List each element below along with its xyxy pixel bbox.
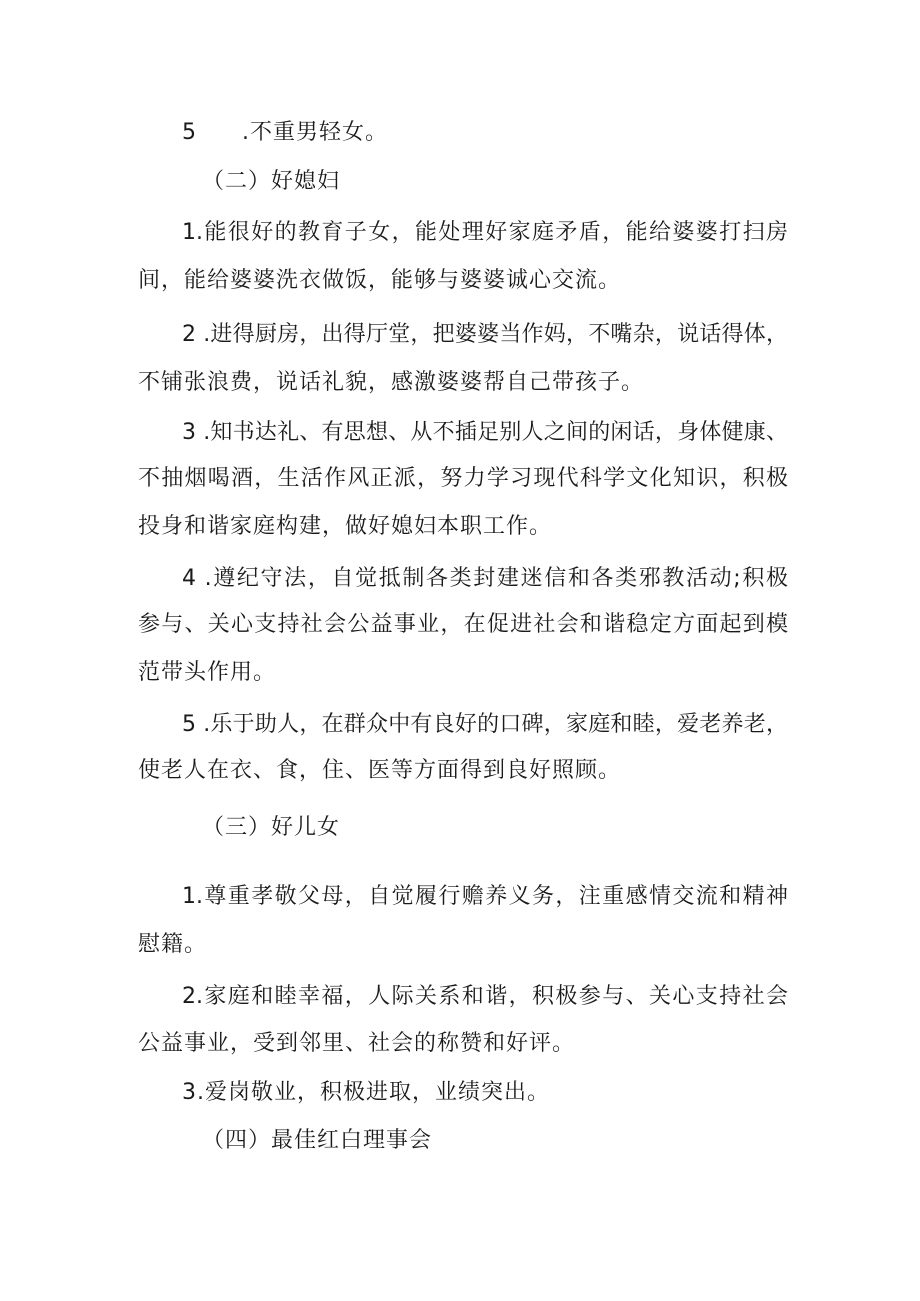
paragraph-line: 1.能很好的教育子女，能处理好家庭矛盾，能给婆婆打扫房 — [182, 220, 788, 245]
paragraph-line: 3.爱岗敬业，积极进取，业绩突出。 — [182, 1080, 550, 1105]
paragraph-line: 不抽烟喝酒，生活作风正派，努力学习现代科学文化知识，积极 — [138, 466, 788, 491]
list-item-5-buzhong — [182, 118, 388, 148]
list-number: 5 — [182, 120, 197, 145]
paragraph-line: 参与、关心支持社会公益事业，在促进社会和谐稳定方面起到模 — [138, 612, 788, 637]
paragraph-line: 慰籍。 — [138, 932, 208, 957]
paragraph-line: 公益事业，受到邻里、社会的称赞和好评。 — [138, 1031, 576, 1056]
paragraph-line: 投身和谐家庭构建，做好媳妇本职工作。 — [138, 514, 553, 539]
paragraph-line: 2 .进得厨房，出得厅堂，把婆婆当作妈，不嘴杂，说话得体， — [182, 322, 788, 347]
section-heading-good-daughter-in-law: （二）好媳妇 — [202, 169, 341, 194]
paragraph-line: 使老人在衣、食，住、医等方面得到良好照顾。 — [138, 758, 622, 783]
paragraph-line: 2.家庭和睦幸福，人际关系和谐，积极参与、关心支持社会 — [182, 984, 788, 1009]
paragraph-line: 1.尊重孝敬父母，自觉履行赡养义务，注重感情交流和精神 — [182, 884, 788, 909]
paragraph-line: 5 .乐于助人，在群众中有良好的口碑，家庭和睦，爱老养老， — [182, 712, 788, 737]
paragraph-line: 不铺张浪费，说话礼貌，感激婆婆帮自己带孩子。 — [138, 370, 645, 395]
paragraph-line: 3 .知书达礼、有思想、从不插足别人之间的闲话，身体健康、 — [182, 420, 788, 445]
section-heading-good-children: （三）好儿女 — [202, 815, 341, 840]
paragraph-line: 4 .遵纪守法，自觉抵制各类封建迷信和各类邪教活动;积极 — [182, 566, 788, 591]
paragraph-line: 范带头作用。 — [138, 660, 277, 685]
paragraph-line: 间，能给婆婆洗衣做饭，能够与婆婆诚心交流。 — [138, 268, 622, 293]
list-item-text: .不重男轻女。 — [242, 120, 388, 145]
section-heading-best-council: （四）最佳红白理事会 — [202, 1128, 433, 1153]
